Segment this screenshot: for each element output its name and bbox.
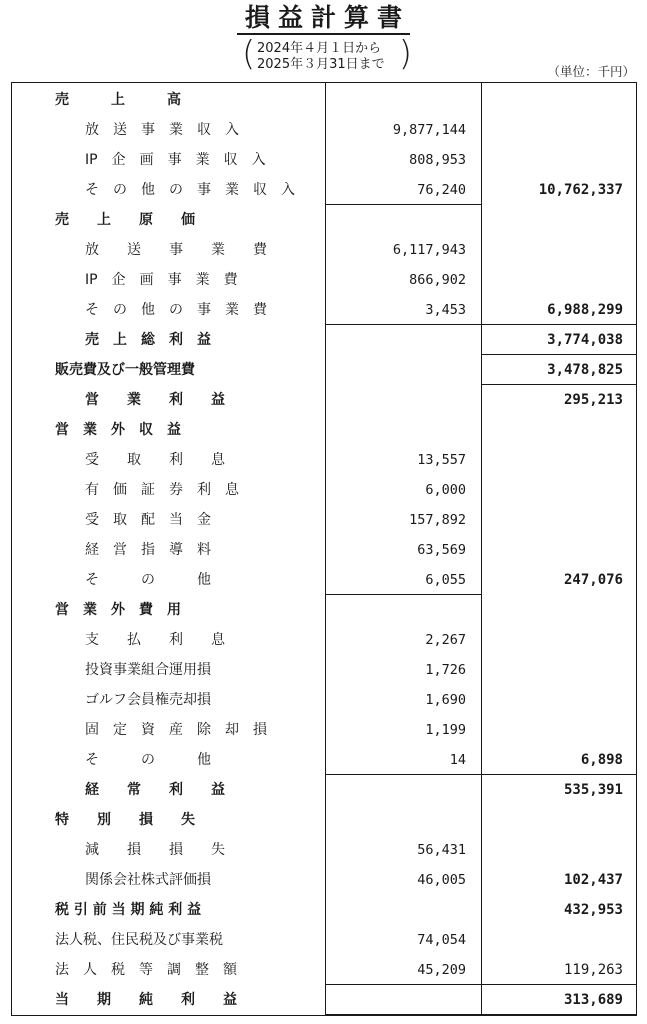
statement-row xyxy=(12,115,638,145)
detail-amount xyxy=(326,385,466,415)
detail-amount: 3,453 xyxy=(425,302,466,318)
row-label: そ の 他 の 事 業 収 入 xyxy=(85,182,295,198)
statement-row xyxy=(12,355,638,385)
statement-row xyxy=(12,205,638,235)
detail-amount: 63,569 xyxy=(417,542,466,558)
statement-row xyxy=(12,685,638,715)
detail-column-rule xyxy=(325,324,481,325)
row-label: 投資事業組合運用損 xyxy=(85,662,211,678)
row-label: 営 業 利 益 xyxy=(85,392,225,408)
row-label: IP 企 画 事 業 費 xyxy=(85,272,238,288)
total-amount xyxy=(482,145,623,175)
total-amount xyxy=(482,475,623,505)
row-label: 受 取 配 当 金 xyxy=(85,512,211,528)
detail-amount xyxy=(326,355,466,385)
right-paren: ) xyxy=(398,34,412,74)
row-label: 当 期 純 利 益 xyxy=(55,992,237,1008)
detail-amount: 1,726 xyxy=(425,662,466,678)
total-column-rule xyxy=(481,1014,637,1015)
row-label: 販売費及び一般管理費 xyxy=(55,362,195,378)
total-amount xyxy=(482,205,623,235)
detail-amount xyxy=(326,985,466,1015)
row-label: 特 別 損 失 xyxy=(55,812,195,828)
statement-row xyxy=(12,955,638,985)
unit-label: （単位：千円） xyxy=(547,64,635,79)
total-amount: 313,689 xyxy=(563,992,623,1008)
statement-row xyxy=(12,175,638,205)
row-label: 売 上 総 利 益 xyxy=(85,332,211,348)
statement-row xyxy=(12,145,638,175)
period-lines xyxy=(257,41,385,73)
total-amount xyxy=(482,505,623,535)
statement-row xyxy=(12,295,638,325)
row-label: 受 取 利 息 xyxy=(85,452,225,468)
total-amount: 10,762,337 xyxy=(538,182,623,198)
detail-column-rule xyxy=(325,204,481,205)
detail-amount: 866,902 xyxy=(409,272,466,288)
detail-amount: 6,000 xyxy=(425,482,466,498)
statement-row xyxy=(12,835,638,865)
detail-column-rule xyxy=(325,1014,481,1015)
statement-row xyxy=(12,595,638,625)
row-label: 法人税、住民税及び事業税 xyxy=(55,932,223,948)
statement-row xyxy=(12,565,638,595)
total-column-rule xyxy=(481,384,637,385)
period-start: 2024年４月１日から xyxy=(257,41,382,56)
detail-amount xyxy=(326,805,466,835)
detail-amount: 45,209 xyxy=(417,962,466,978)
total-amount xyxy=(482,655,623,685)
total-amount: 119,263 xyxy=(563,962,623,978)
statement-row xyxy=(12,985,638,1015)
detail-amount: 74,054 xyxy=(417,932,466,948)
detail-amount: 9,877,144 xyxy=(392,122,466,138)
row-label: そ の 他 の 事 業 費 xyxy=(85,302,267,318)
row-label: ゴルフ会員権売却損 xyxy=(85,692,211,708)
statement-row xyxy=(12,865,638,895)
total-amount: 6,988,299 xyxy=(547,302,623,318)
detail-amount: 13,557 xyxy=(417,452,466,468)
detail-amount xyxy=(326,325,466,355)
total-amount xyxy=(482,445,623,475)
statement-row xyxy=(12,265,638,295)
total-column-rule xyxy=(481,324,637,325)
detail-amount: 808,953 xyxy=(409,152,466,168)
total-amount: 6,898 xyxy=(580,752,623,768)
statement-row xyxy=(12,925,638,955)
statement-row xyxy=(12,745,638,775)
row-label: 放 送 事 業 収 入 xyxy=(85,122,239,138)
statement-row xyxy=(12,535,638,565)
statement-row xyxy=(12,85,638,115)
total-amount xyxy=(482,115,623,145)
total-amount xyxy=(482,925,623,955)
row-label: 経 常 利 益 xyxy=(85,782,225,798)
left-paren: ( xyxy=(242,34,256,74)
detail-amount: 2,267 xyxy=(425,632,466,648)
row-label: 営 業 外 収 益 xyxy=(55,422,181,438)
detail-amount xyxy=(326,595,466,625)
statement-row xyxy=(12,895,638,925)
statement-row xyxy=(12,805,638,835)
income-statement-table xyxy=(11,82,637,1016)
row-label: 放 送 事 業 費 xyxy=(85,242,267,258)
detail-column-rule xyxy=(325,984,481,985)
detail-column-rule xyxy=(325,774,481,775)
total-amount xyxy=(482,415,623,445)
period-end: 2025年３月31日まで xyxy=(257,57,385,72)
total-amount xyxy=(482,235,623,265)
total-amount: 3,774,038 xyxy=(547,332,623,348)
detail-amount xyxy=(326,775,466,805)
total-column-rule xyxy=(481,774,637,775)
row-label: 関係会社株式評価損 xyxy=(85,872,211,888)
detail-amount: 6,117,943 xyxy=(392,242,466,258)
total-amount xyxy=(482,685,623,715)
total-column-rule xyxy=(481,354,637,355)
statement-row xyxy=(12,445,638,475)
total-amount: 3,478,825 xyxy=(547,362,623,378)
statement-row xyxy=(12,415,638,445)
total-amount xyxy=(482,85,623,115)
row-label: 有 価 証 券 利 息 xyxy=(85,482,239,498)
statement-row xyxy=(12,715,638,745)
detail-amount: 1,199 xyxy=(425,722,466,738)
detail-amount: 56,431 xyxy=(417,842,466,858)
row-label: そ の 他 xyxy=(85,752,211,768)
total-amount: 247,076 xyxy=(563,572,623,588)
row-label: 支 払 利 息 xyxy=(85,632,225,648)
row-label: 法 人 税 等 調 整 額 xyxy=(55,962,237,978)
detail-amount xyxy=(326,205,466,235)
row-label: 減 損 損 失 xyxy=(85,842,225,858)
total-amount: 295,213 xyxy=(563,392,623,408)
row-label: 固 定 資 産 除 却 損 xyxy=(85,722,267,738)
detail-column-rule xyxy=(325,594,481,595)
total-amount xyxy=(482,595,623,625)
row-label: 売 上 高 xyxy=(55,92,181,108)
statement-row xyxy=(12,625,638,655)
total-amount xyxy=(482,715,623,745)
row-label: そ の 他 xyxy=(85,572,211,588)
row-label: 売 上 原 価 xyxy=(55,212,195,228)
detail-amount: 1,690 xyxy=(425,692,466,708)
detail-amount: 157,892 xyxy=(409,512,466,528)
total-amount: 102,437 xyxy=(563,872,623,888)
total-amount xyxy=(482,535,623,565)
detail-amount xyxy=(326,415,466,445)
row-label: 営 業 外 費 用 xyxy=(55,602,181,618)
detail-amount xyxy=(326,895,466,925)
total-amount xyxy=(482,265,623,295)
statement-row xyxy=(12,655,638,685)
row-label: 税 引 前 当 期 純 利 益 xyxy=(55,902,202,918)
statement-row xyxy=(12,775,638,805)
total-amount xyxy=(482,835,623,865)
title-text: 損益計算書 xyxy=(237,2,410,35)
statement-row xyxy=(12,235,638,265)
total-amount xyxy=(482,625,623,655)
detail-amount xyxy=(326,85,466,115)
statement-row xyxy=(12,475,638,505)
detail-amount: 6,055 xyxy=(425,572,466,588)
period-range xyxy=(242,34,412,76)
total-column-rule xyxy=(481,984,637,985)
statement-row xyxy=(12,385,638,415)
detail-amount: 14 xyxy=(449,752,466,768)
total-amount xyxy=(482,805,623,835)
statement-row xyxy=(12,325,638,355)
total-amount: 432,953 xyxy=(563,902,623,918)
detail-amount: 76,240 xyxy=(417,182,466,198)
total-amount: 535,391 xyxy=(563,782,623,798)
document-title xyxy=(0,2,647,35)
row-label: 経 営 指 導 料 xyxy=(85,542,211,558)
statement-row xyxy=(12,505,638,535)
row-label: IP 企 画 事 業 収 入 xyxy=(85,152,266,168)
detail-amount: 46,005 xyxy=(417,872,466,888)
